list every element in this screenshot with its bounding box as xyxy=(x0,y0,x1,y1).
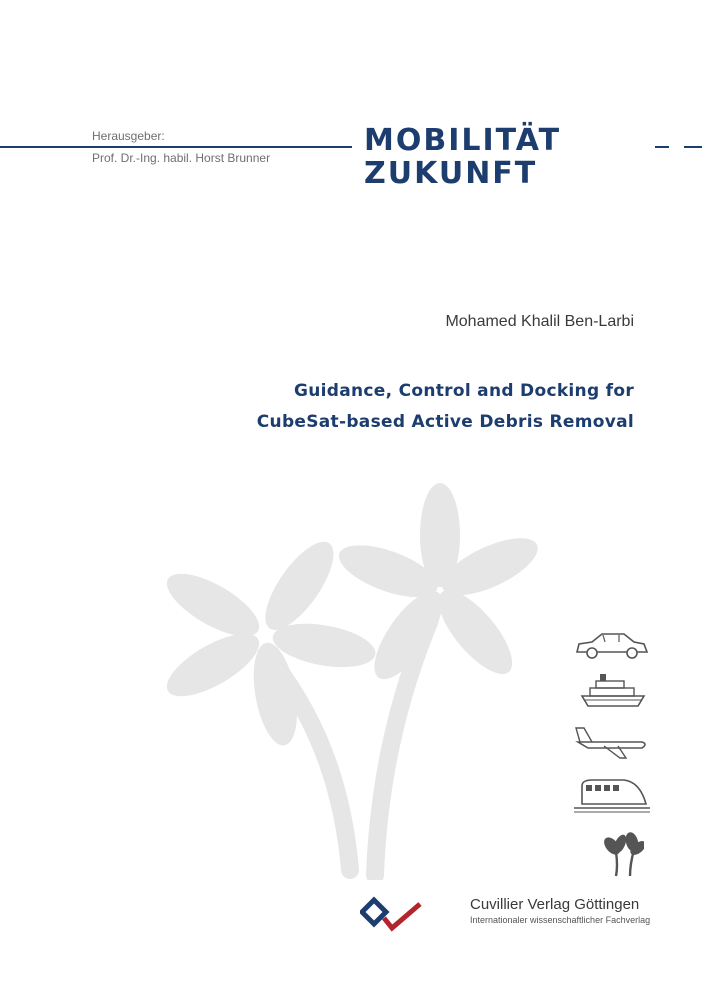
editor-name: Prof. Dr.-Ing. habil. Horst Brunner xyxy=(92,151,271,165)
airplane-icon xyxy=(574,722,650,760)
book-title xyxy=(257,376,634,438)
publisher-logo xyxy=(360,896,424,936)
book-title-line2: CubeSat-based Active Debris Removal xyxy=(256,412,634,432)
series-title xyxy=(364,124,561,190)
series-dash xyxy=(684,146,702,148)
book-title-line1: Guidance, Control and Docking for xyxy=(293,381,634,401)
series-dash xyxy=(655,146,669,148)
publisher-name: Cuvillier Verlag Göttingen xyxy=(470,896,640,913)
editor-label: Herausgeber: xyxy=(92,129,165,143)
palm-tree-icon xyxy=(600,832,644,878)
train-icon xyxy=(572,776,652,814)
car-icon xyxy=(574,630,650,662)
flower-illustration xyxy=(150,480,540,880)
header-rule xyxy=(0,146,352,148)
series-title-line1: MOBILITÄT xyxy=(364,123,562,158)
publisher-tagline: Internationaler wissenschaftlicher Fachverlag xyxy=(470,915,651,925)
ship-icon xyxy=(580,672,646,710)
series-title-line2: ZUKUNFT xyxy=(364,156,538,191)
author-name: Mohamed Khalil Ben-Larbi xyxy=(445,313,634,330)
